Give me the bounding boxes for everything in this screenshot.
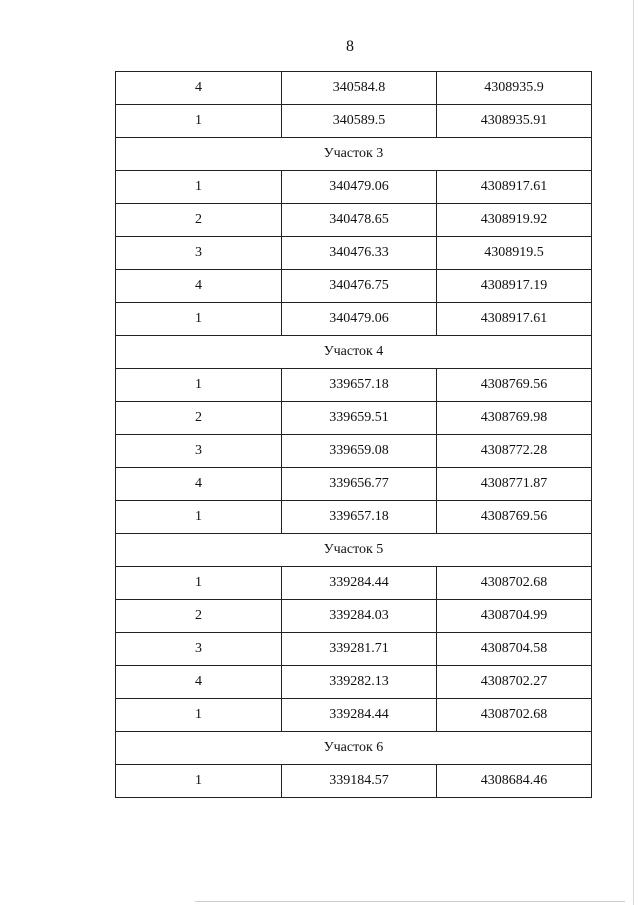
x-coordinate-cell: 340589.5 (282, 105, 437, 138)
table-row (116, 171, 592, 204)
x-coordinate-cell: 339284.03 (282, 600, 437, 633)
point-number-cell: 1 (116, 303, 282, 336)
x-coordinate-cell: 340476.33 (282, 237, 437, 270)
section-header-row (116, 138, 592, 171)
point-number-cell: 4 (116, 72, 282, 105)
y-coordinate-cell: 4308704.99 (437, 600, 592, 633)
x-coordinate-cell: 339659.51 (282, 402, 437, 435)
table-row (116, 204, 592, 237)
y-coordinate-cell: 4308772.28 (437, 435, 592, 468)
point-number-cell: 2 (116, 402, 282, 435)
y-coordinate-cell: 4308769.98 (437, 402, 592, 435)
x-coordinate-cell: 340476.75 (282, 270, 437, 303)
table-row (116, 303, 592, 336)
point-number-cell: 3 (116, 237, 282, 270)
table-row (116, 699, 592, 732)
section-header-row (116, 336, 592, 369)
table-row (116, 435, 592, 468)
table-row (116, 600, 592, 633)
x-coordinate-cell: 339284.44 (282, 699, 437, 732)
y-coordinate-cell: 4308935.91 (437, 105, 592, 138)
table-row (116, 105, 592, 138)
x-coordinate-cell: 340479.06 (282, 171, 437, 204)
table-row (116, 765, 592, 798)
y-coordinate-cell: 4308702.68 (437, 699, 592, 732)
point-number-cell: 3 (116, 633, 282, 666)
y-coordinate-cell: 4308919.92 (437, 204, 592, 237)
section-title: Участок 4 (116, 336, 592, 369)
point-number-cell: 4 (116, 666, 282, 699)
table-row (116, 501, 592, 534)
x-coordinate-cell: 339657.18 (282, 501, 437, 534)
y-coordinate-cell: 4308769.56 (437, 369, 592, 402)
y-coordinate-cell: 4308917.19 (437, 270, 592, 303)
y-coordinate-cell: 4308917.61 (437, 171, 592, 204)
point-number-cell: 3 (116, 435, 282, 468)
point-number-cell: 4 (116, 270, 282, 303)
point-number-cell: 2 (116, 600, 282, 633)
x-coordinate-cell: 340584.8 (282, 72, 437, 105)
point-number-cell: 2 (116, 204, 282, 237)
x-coordinate-cell: 339282.13 (282, 666, 437, 699)
point-number-cell: 4 (116, 468, 282, 501)
section-title: Участок 3 (116, 138, 592, 171)
coordinates-table (115, 71, 592, 798)
scan-edge-bottom (195, 901, 625, 902)
table-row (116, 567, 592, 600)
point-number-cell: 1 (116, 171, 282, 204)
x-coordinate-cell: 339284.44 (282, 567, 437, 600)
table-row (116, 468, 592, 501)
y-coordinate-cell: 4308769.56 (437, 501, 592, 534)
point-number-cell: 1 (116, 501, 282, 534)
y-coordinate-cell: 4308684.46 (437, 765, 592, 798)
x-coordinate-cell: 339184.57 (282, 765, 437, 798)
table-row (116, 72, 592, 105)
y-coordinate-cell: 4308704.58 (437, 633, 592, 666)
point-number-cell: 1 (116, 105, 282, 138)
section-title: Участок 6 (116, 732, 592, 765)
table-row (116, 237, 592, 270)
x-coordinate-cell: 339656.77 (282, 468, 437, 501)
y-coordinate-cell: 4308702.27 (437, 666, 592, 699)
x-coordinate-cell: 340478.65 (282, 204, 437, 237)
point-number-cell: 1 (116, 765, 282, 798)
section-header-row (116, 732, 592, 765)
x-coordinate-cell: 339281.71 (282, 633, 437, 666)
y-coordinate-cell: 4308935.9 (437, 72, 592, 105)
scan-edge-right (633, 0, 634, 905)
section-header-row (116, 534, 592, 567)
point-number-cell: 1 (116, 369, 282, 402)
x-coordinate-cell: 340479.06 (282, 303, 437, 336)
y-coordinate-cell: 4308919.5 (437, 237, 592, 270)
y-coordinate-cell: 4308771.87 (437, 468, 592, 501)
table-row (116, 270, 592, 303)
table-row (116, 633, 592, 666)
table-row (116, 369, 592, 402)
coordinates-table-body (116, 72, 592, 798)
point-number-cell: 1 (116, 699, 282, 732)
point-number-cell: 1 (116, 567, 282, 600)
page-number: 8 (346, 38, 354, 55)
y-coordinate-cell: 4308702.68 (437, 567, 592, 600)
x-coordinate-cell: 339659.08 (282, 435, 437, 468)
x-coordinate-cell: 339657.18 (282, 369, 437, 402)
table-row (116, 666, 592, 699)
section-title: Участок 5 (116, 534, 592, 567)
table-row (116, 402, 592, 435)
y-coordinate-cell: 4308917.61 (437, 303, 592, 336)
